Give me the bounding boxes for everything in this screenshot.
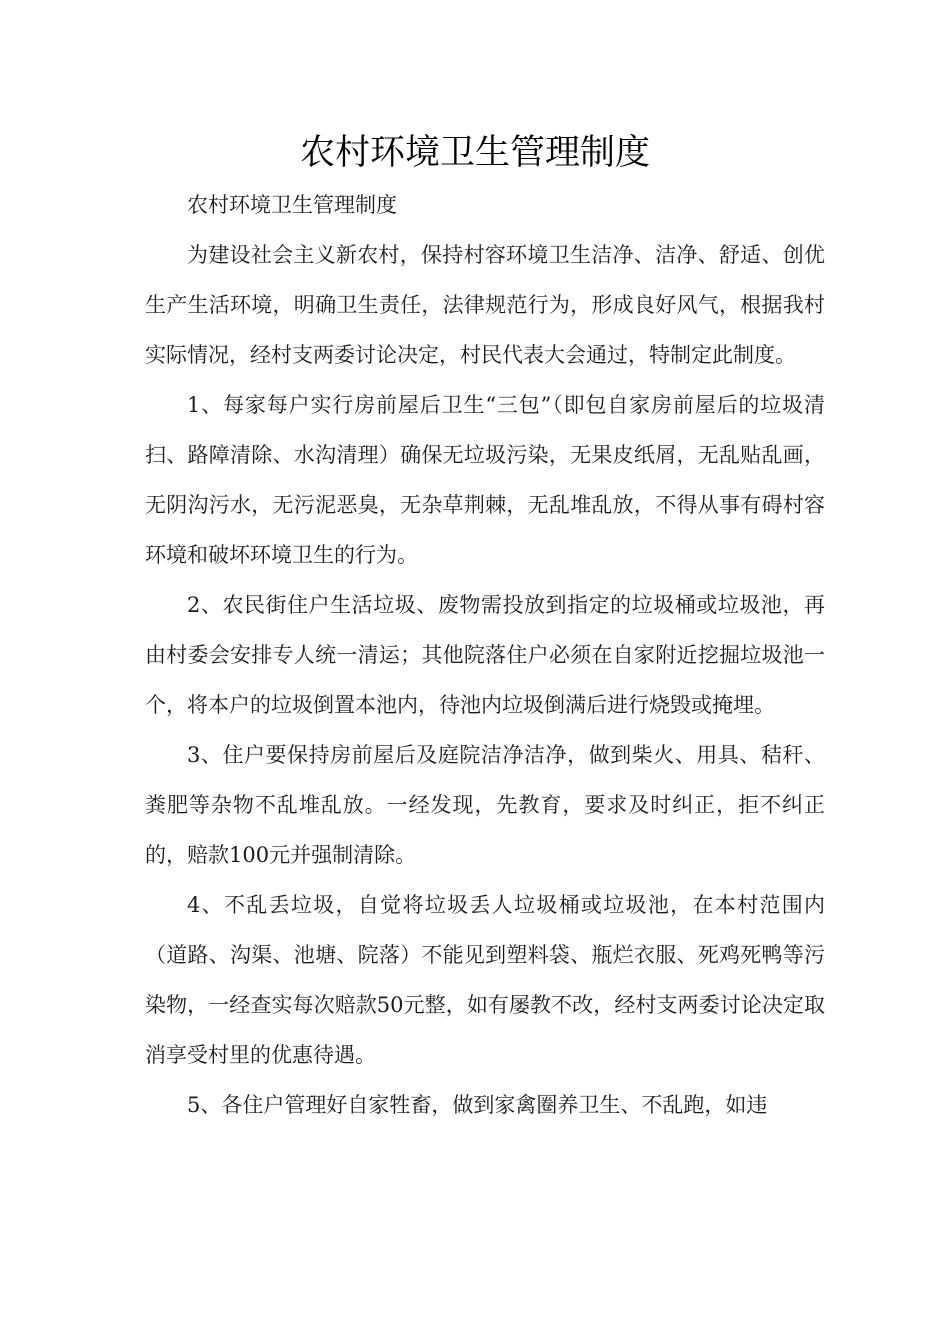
paragraph-rule-4: 4、不乱丢垃圾，自觉将垃圾丢人垃圾桶或垃圾池，在本村范围内（道路、沟渠、池塘、院落）不能见到塑料袋、瓶烂衣服、死鸡死鸭等污染物，一经查实每次赔款50元整，如有屡教不改，经村支两委讨论决定取消享受村里的优惠待遇。 [145,893,825,1067]
document-body [145,180,825,1130]
paragraph-rule-2: 2、农民街住户生活垃圾、废物需投放到指定的垃圾桶或垃圾池，再由村委会安排专人统一清运；其他院落住户必须在自家附近挖掘垃圾池一个，将本户的垃圾倒置本池内，待池内垃圾倒满后进行烧毁或掩埋。 [145,593,825,717]
document-title: 农村环境卫生管理制度 [299,133,650,173]
paragraph-rule-1: 1、每家每户实行房前屋后卫生“三包”（即包自家房前屋后的垃圾清扫、路障清除、水沟清理）确保无垃圾污染，无果皮纸屑，无乱贴乱画，无阴沟污水，无污泥恶臭，无杂草荆棘，无乱堆乱放，不得从事有碍村容环境和破坏环境卫生的行为。 [145,393,825,567]
paragraph-subtitle: 农村环境卫生管理制度 [187,193,397,217]
paragraph-rule-5: 5、各住户管理好自家牲畜，做到家禽圈养卫生、不乱跑，如违 [187,1093,768,1117]
paragraph-intro: 为建设社会主义新农村，保持村容环境卫生洁净、洁净、舒适、创优生产生活环境，明确卫生责任，法律规范行为，形成良好风气，根据我村实际情况，经村支两委讨论决定，村民代表大会通过，特制定此制度。 [145,243,825,367]
paragraph-rule-3: 3、住户要保持房前屋后及庭院洁净洁净，做到柴火、用具、秸秆、粪肥等杂物不乱堆乱放。一经发现，先教育，要求及时纠正，拒不纠正的，赔款100元并强制清除。 [145,743,825,867]
